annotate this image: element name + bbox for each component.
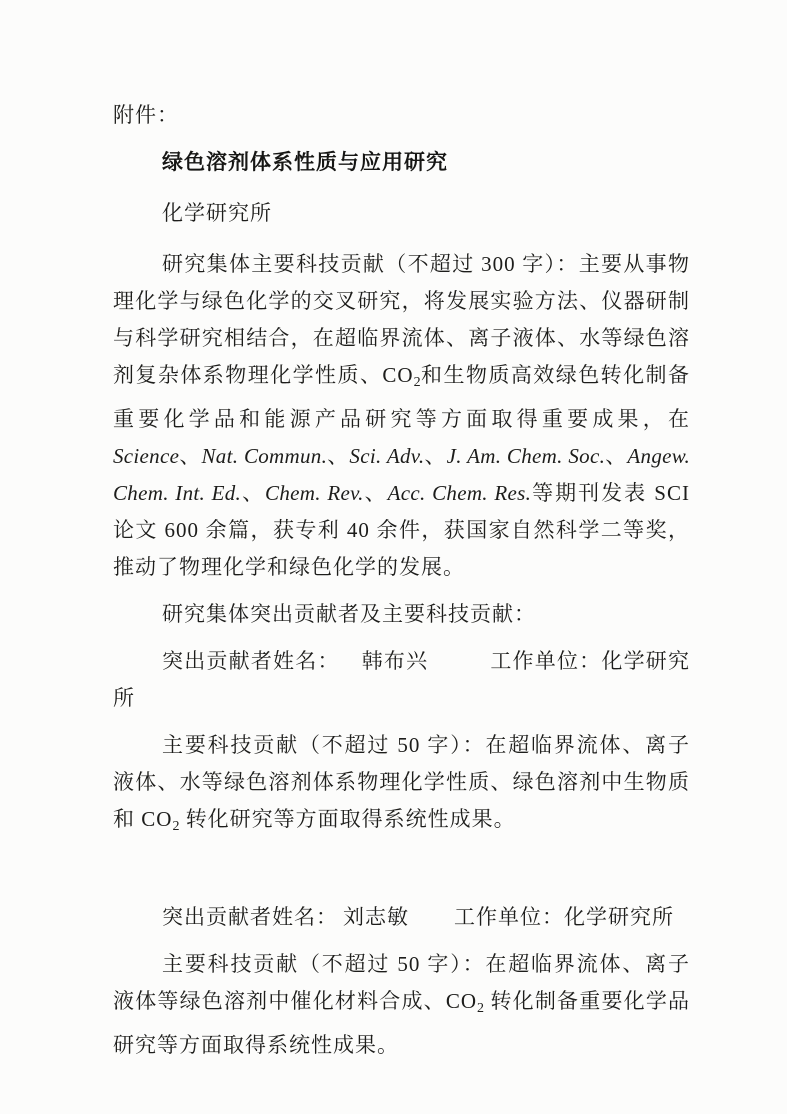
subscript-text: 2 — [172, 819, 180, 834]
work-unit-label: 工作单位： — [490, 649, 602, 673]
body-text: 、 — [179, 444, 202, 468]
contributor-contribution-paragraph — [113, 727, 690, 845]
work-unit-label: 工作单位： — [454, 905, 564, 929]
work-unit-name: 化学研究所 — [113, 649, 691, 710]
group-contribution-paragraph — [113, 246, 690, 586]
body-text: 主要科技贡献（不超过 50 字）：在超临界流体、离子液体等绿色溶剂中催化材料合成、CO — [113, 952, 690, 1013]
section-heading: 研究集体突出贡献者及主要科技贡献： — [162, 602, 536, 626]
institute-name: 化学研究所 — [162, 201, 272, 225]
body-text: 、 — [327, 444, 350, 468]
contributor-name-row — [113, 643, 690, 717]
journal-name: Chem. Rev. — [265, 481, 364, 505]
body-text: 主要科技贡献（不超过 50 字）：在超临界流体、离子液体、水等绿色溶剂体系物理化学性质、绿色溶剂中生物质和 CO — [113, 733, 690, 831]
attachment-label: 附件： — [113, 103, 179, 127]
subscript-text: 2 — [477, 1001, 485, 1016]
document-title: 绿色溶剂体系性质与应用研究 — [162, 151, 448, 174]
contributor-name: 韩布兴 — [361, 649, 429, 673]
body-text: 研究集体主要科技贡献（不超过 300 字）：主要从事物理化学与绿色化学的交叉研究，将发展实验方法、仪器研制与科学研究相结合，在超临界流体、离子液体、水等绿色溶剂复杂体系物理化学性质、CO — [113, 252, 690, 387]
contributor-name-row — [113, 899, 690, 936]
body-text: 和生物质高效绿色转化制备重要化学品和能源产品研究等方面取得重要成果，在 — [113, 363, 691, 431]
journal-name: Nat. Commun. — [201, 444, 328, 468]
journal-name: Sci. Adv. — [349, 444, 425, 468]
journal-name: J. Am. Chem. Soc. — [446, 444, 606, 468]
body-text: 、 — [424, 444, 447, 468]
journal-name: Angew. Chem. Int. Ed. — [113, 444, 691, 505]
body-text: 、 — [605, 444, 628, 468]
body-text: 转化制备重要化学品研究等方面取得系统性成果。 — [113, 989, 691, 1057]
journal-name: Acc. Chem. Res. — [387, 481, 532, 505]
body-text: 等期刊发表 SCI 论文 600 余篇，获专利 40 余件，获国家自然科学二等奖，推动了物理化学和绿色化学的发展。 — [113, 481, 690, 579]
body-text: 、 — [241, 481, 266, 505]
work-unit-name: 化学研究所 — [564, 905, 674, 929]
contributor-contribution-paragraph — [113, 946, 690, 1064]
subscript-text: 2 — [413, 375, 421, 390]
body-text: 转化研究等方面取得系统性成果。 — [179, 807, 516, 831]
contributor-name: 刘志敏 — [343, 905, 409, 929]
contributor-name-label: 突出贡献者姓名： — [162, 649, 340, 673]
body-text: 、 — [363, 481, 388, 505]
contributor-name-label: 突出贡献者姓名： — [162, 905, 338, 929]
journal-name: Science — [113, 444, 180, 468]
